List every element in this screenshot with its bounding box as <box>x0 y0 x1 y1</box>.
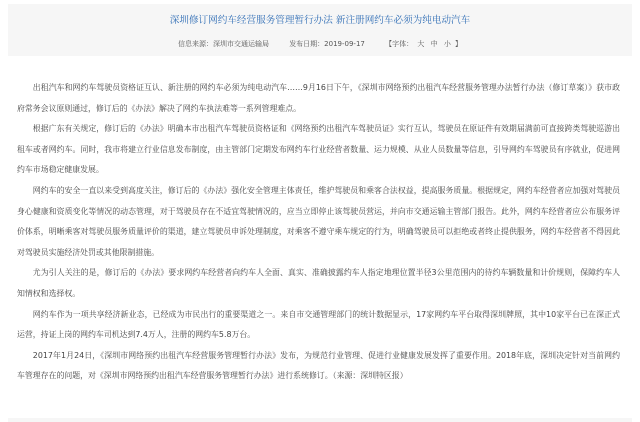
paragraph: 出租汽车和网约车驾驶员资格证互认、新注册的网约车必须为纯电动汽车……9月16日下午，《深圳市网络预约出租汽车经营服务管理办法暂行办法（修订草案）》获市政府常务会议原则通过，修订后的《办法》解决了网约车执法难等一系列管理难点。 <box>17 83 620 113</box>
font-large-link[interactable]: 大 <box>417 40 425 48</box>
page-title: 深圳修订网约车经营服务管理暂行办法 新注册网约车必须为纯电动汽车 <box>169 15 471 26</box>
paragraph: 尤为引人关注的是，修订后的《办法》要求网约车经营者向约车人全面、真实、准确披露约车人指定地理位置半径3公里范围内的待约车辆数量和计价规则，保障约车人知情权和选择权。 <box>17 268 620 298</box>
article-header <box>8 4 632 56</box>
font-medium-link[interactable]: 中 <box>430 40 438 48</box>
font-size-bracket: 】 <box>455 40 463 48</box>
footer-band <box>8 418 632 422</box>
source-label: 信息来源：深圳市交通运输局 <box>177 40 269 48</box>
paragraph: 网约车作为一项共享经济新业态，已经成为市民出行的重要渠道之一。来自市交通管理部门的统计数据显示，17家网约车平台取得深圳牌照，其中10家平台已在深正式运营，持证上岗的网约车司机达到7.4万人，注册的网约车5.8万台。 <box>17 309 620 340</box>
font-small-link[interactable]: 小 <box>443 40 451 48</box>
publish-date: 发布日期：2019-09-17 <box>289 40 365 48</box>
paragraph: 网约车的安全一直以来受到高度关注，修订后的《办法》强化安全管理主体责任，维护驾驶员和乘客合法权益，提高服务质量。根据规定，网约车经营者应加强对驾驶员身心健康和资质变化等情况的动态管理，对于驾驶员存在不适宜驾驶情况的，应当立即停止该驾驶员营运，并向市交通运输主管部门报告。此外，网约车经营者应公布服务评价体系，明晰乘客对驾驶员服务质量评价的渠道，建立驾驶员申诉处理制度，对乘客不遵守乘车规定的行为，明确驾驶员可以拒绝或者终止提供服务，网约车经营者不得因此对驾驶员实施经济处罚或其他限制措施。 <box>17 185 620 257</box>
article-meta <box>8 39 632 49</box>
font-size-control <box>385 40 462 48</box>
font-size-label: 【字体： <box>385 40 414 48</box>
article-body <box>17 78 620 387</box>
paragraph: 根据广东有关规定，修订后的《办法》明确本市出租汽车驾驶员资格证和《网络预约出租汽车驾驶员证》实行互认，驾驶员在原证件有效期届满前可直接跨类驾驶巡游出租车或者网约车。同时，我市将建立行业信息发布制度，由主管部门定期发布网约车行业经营者数量、运力规模、从业人员数量等信息，引导网约车驾驶员有序就业，促进网约车市场稳定健康发展。 <box>17 124 620 175</box>
paragraph: 2017年1月24日，《深圳市网络预约出租汽车经营服务管理暂行办法》发布，为规范行业管理、促进行业健康发展发挥了重要作用。2018年底，深圳决定针对当前网约车管理存在的问题，对《深圳市网络预约出租汽车经营服务管理暂行办法》进行系统修订。（来源：深圳特区报） <box>17 350 620 381</box>
